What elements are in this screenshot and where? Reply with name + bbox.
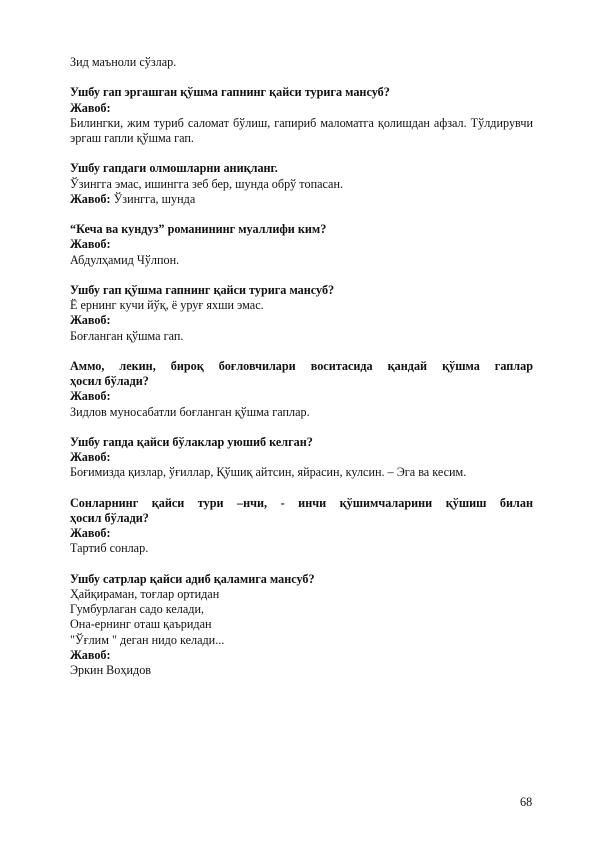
answer-3: Абдулҳамид Чўлпон. <box>70 252 180 267</box>
question-3: “Кеча ва кундуз” романининг муаллифи ким? <box>70 222 327 237</box>
document-page <box>70 55 533 678</box>
question-7-line-2: ҳосил бўлади? <box>70 510 149 525</box>
answer-8: Эркин Воҳидов <box>70 663 152 677</box>
question-1: Ушбу гап эргашган қўшма гапнинг қайси турига мансуб? <box>70 85 390 100</box>
example-4: Ё ернинг кучи йўқ, ё уруғ яхши эмас. <box>70 298 264 313</box>
answer-label: Жавоб: <box>70 100 111 115</box>
answer-label: Жавоб: <box>70 647 111 662</box>
example-2: Ўзингга эмас, ишингга зеб бер, шунда обрў топасан. <box>70 176 344 191</box>
answer-7: Тартиб сонлар. <box>70 541 149 556</box>
question-5-line-1: Аммо, лекин, бироқ боғловчилари воситасида қандай қўшма гаплар <box>70 358 533 373</box>
question-8: Ушбу сатрлар қайси адиб қаламига мансуб? <box>70 571 315 586</box>
answer-label: Жавоб: <box>70 237 111 252</box>
poem-line: Гумбурлаган садо келади, <box>70 602 205 617</box>
poem-line: "Ўғлим " деган нидо келади... <box>70 632 225 647</box>
answer-2: Ўзингга, шунда <box>113 191 196 206</box>
answer-1: Билингки, жим туриб саломат бўлиш, гапириб маломатга қолишдан афзал. Тўлдирувчи эргаш гапли қўшма гап. <box>70 115 533 145</box>
answer-label: Жавоб: <box>70 313 111 328</box>
answer-label: Жавоб: <box>70 191 111 206</box>
question-7-line-1: Сонларнинг қайси тури –нчи, - инчи қўшимчаларини қўшиш билан <box>70 495 533 510</box>
question-4: Ушбу гап қўшма гапнинг қайси турига мансуб? <box>70 282 335 297</box>
answer-label: Жавоб: <box>70 389 111 404</box>
answer-label: Жавоб: <box>70 450 111 465</box>
poem-line: Ҳайқираман, тоғлар ортидан <box>70 586 220 601</box>
answer-label: Жавоб: <box>70 526 111 541</box>
poem-line: Она-ернинг оташ қаъридан <box>70 617 212 632</box>
question-6: Ушбу гапда қайси бўлаклар уюшиб келган? <box>70 434 313 449</box>
answer-6: Боғимизда қизлар, ўғиллар, Қўшиқ айтсин, яйрасин, кулсин. – Эга ва кесим. <box>70 465 467 480</box>
answer-4: Боғланган қўшма гап. <box>70 328 184 343</box>
answer-5: Зидлов муносабатли боғланган қўшма гаплар. <box>70 404 310 419</box>
page-number: 68 <box>520 795 533 809</box>
question-2: Ушбу гапдаги олмошларни аниқланг. <box>70 161 278 176</box>
intro-text: Зид маъноли сўзлар. <box>70 55 177 69</box>
question-5-line-2: ҳосил бўлади? <box>70 374 149 389</box>
